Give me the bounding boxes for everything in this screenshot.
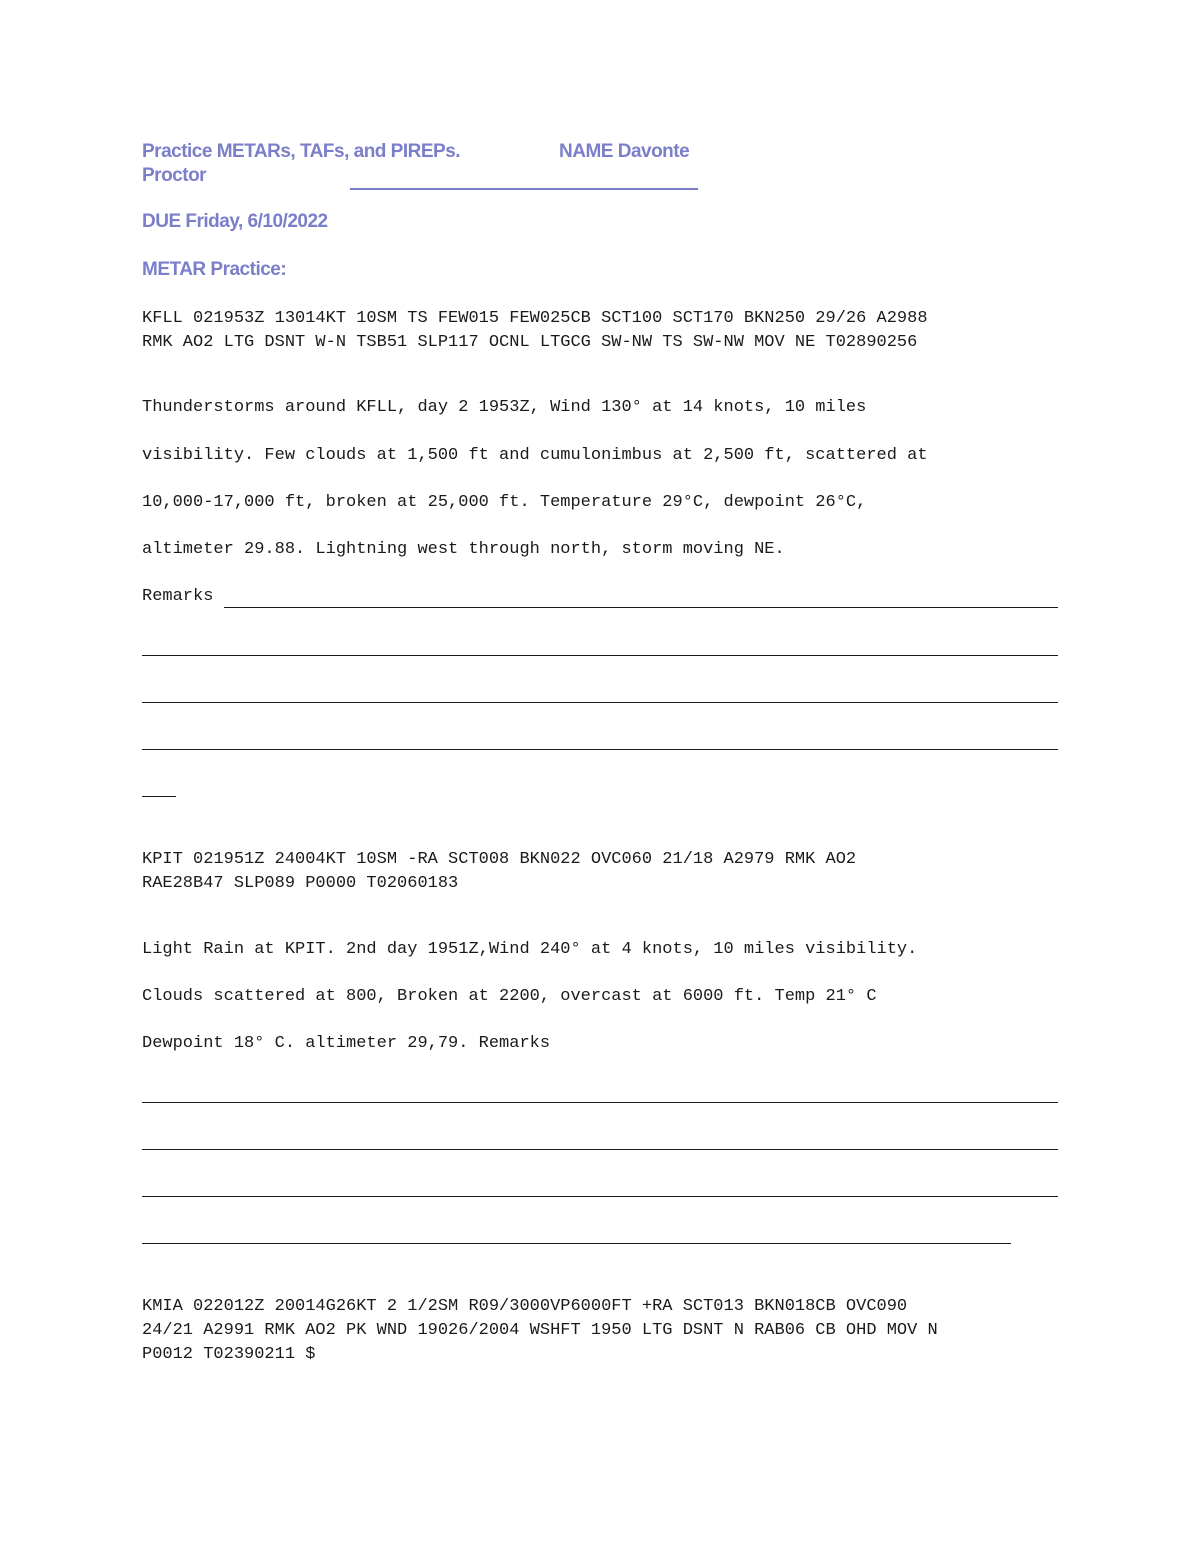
metar2-answer-line1: Light Rain at KPIT. 2nd day 1951Z,Wind 240° at 4 knots, 10 miles visibility.: [142, 940, 918, 959]
metar2-answer-rule[interactable]: [142, 1196, 1058, 1197]
metar3-code-line1: KMIA 022012Z 20014G26KT 2 1/2SM R09/3000VP6000FT +RA SCT013 BKN018CB OVC090: [142, 1297, 908, 1316]
due-date: DUE Friday, 6/10/2022: [142, 211, 328, 232]
metar2-code-line1: KPIT 021951Z 24004KT 10SM -RA SCT008 BKN022 OVC060 21/18 A2979 RMK AO2: [142, 850, 857, 869]
metar1-answer-line3: 10,000-17,000 ft, broken at 25,000 ft. Temperature 29°C, dewpoint 26°C,: [142, 493, 867, 512]
name-underline: [350, 188, 698, 190]
student-name-continued: Proctor: [142, 165, 207, 186]
metar1-answer-rule[interactable]: [142, 655, 1058, 656]
metar2-answer-line3: Dewpoint 18° C. altimeter 29,79. Remarks: [142, 1034, 551, 1053]
metar1-answer-line2: visibility. Few clouds at 1,500 ft and cumulonimbus at 2,500 ft, scattered at: [142, 446, 928, 465]
worksheet-title: Practice METARs, TAFs, and PIREPs.: [142, 141, 461, 162]
metar2-answer-rule[interactable]: [142, 1149, 1058, 1150]
metar1-code-line2: RMK AO2 LTG DSNT W-N TSB51 SLP117 OCNL LTGCG SW-NW TS SW-NW MOV NE T02890256: [142, 333, 918, 352]
metar2-code-line2: RAE28B47 SLP089 P0000 T02060183: [142, 874, 459, 893]
metar2-answer-line2: Clouds scattered at 800, Broken at 2200, overcast at 6000 ft. Temp 21° C: [142, 987, 877, 1006]
metar3-code-line2: 24/21 A2991 RMK AO2 PK WND 19026/2004 WSHFT 1950 LTG DSNT N RAB06 CB OHD MOV N: [142, 1321, 938, 1340]
metar2-answer-rule[interactable]: [142, 1102, 1058, 1103]
section-heading: METAR Practice:: [142, 259, 287, 280]
metar2-answer-rule[interactable]: [142, 1243, 1011, 1244]
metar1-remarks-label: Remarks: [142, 587, 214, 606]
student-name-label: NAME Davonte: [559, 141, 690, 162]
metar1-answer-line1: Thunderstorms around KFLL, day 2 1953Z, Wind 130° at 14 knots, 10 miles: [142, 398, 867, 417]
metar3-code-line3: P0012 T02390211 $: [142, 1345, 316, 1364]
metar1-answer-line4: altimeter 29.88. Lightning west through north, storm moving NE.: [142, 540, 785, 559]
metar1-answer-rule[interactable]: [142, 796, 176, 797]
metar1-remarks-line[interactable]: [224, 607, 1058, 608]
metar1-answer-rule[interactable]: [142, 749, 1058, 750]
metar1-code-line1: KFLL 021953Z 13014KT 10SM TS FEW015 FEW025CB SCT100 SCT170 BKN250 29/26 A2988: [142, 309, 928, 328]
metar1-answer-rule[interactable]: [142, 702, 1058, 703]
